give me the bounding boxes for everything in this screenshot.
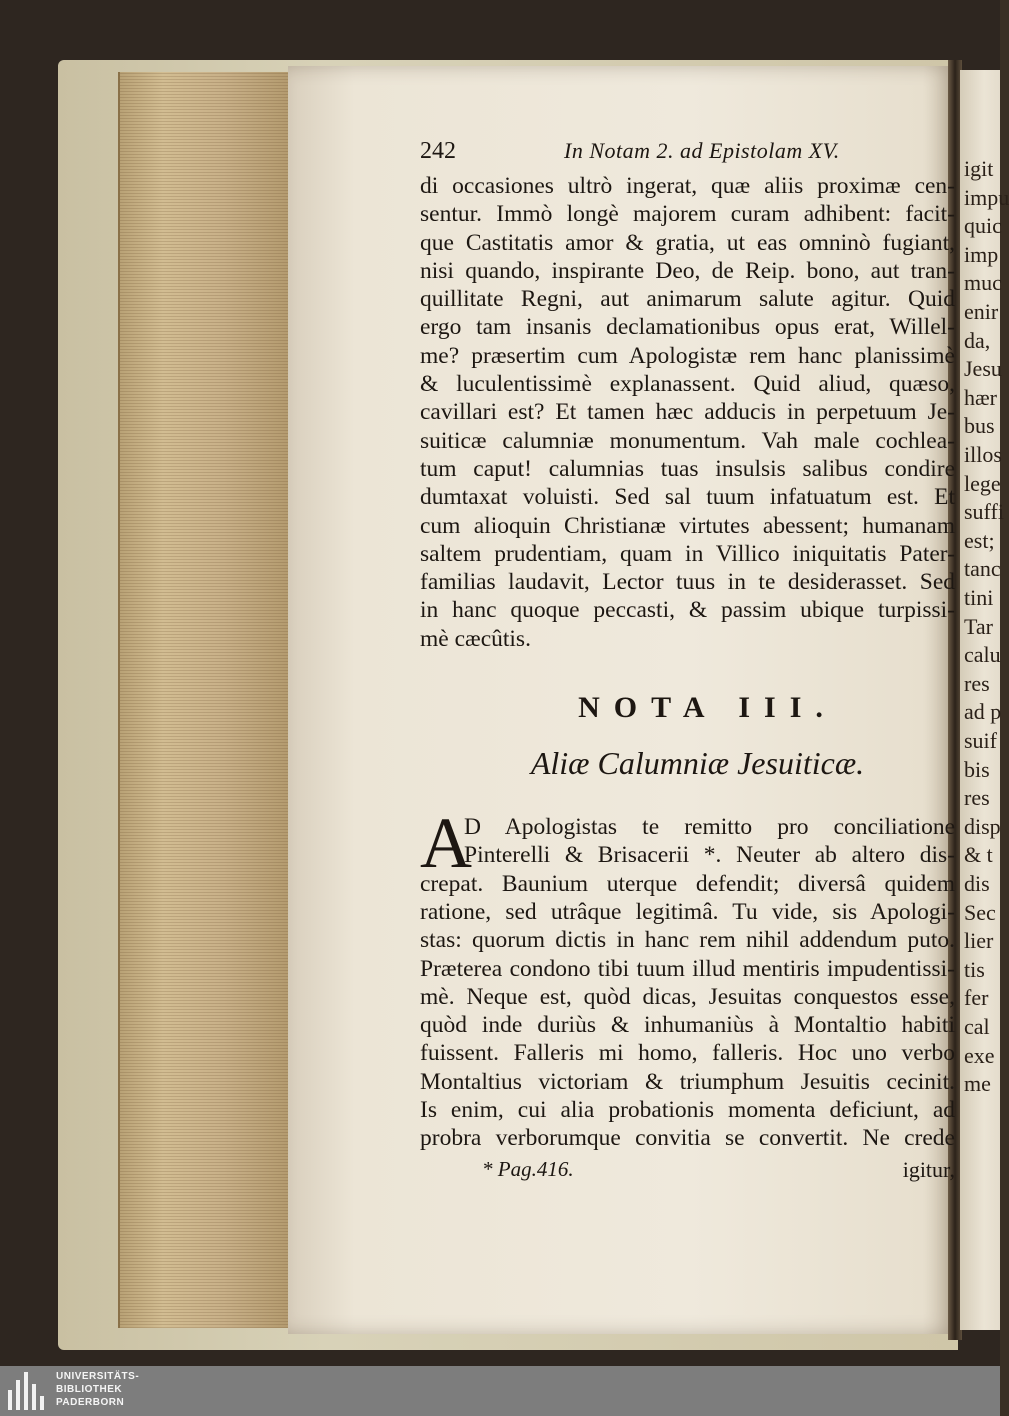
drop-cap: A [420, 803, 472, 884]
right-page-fragment: calu [964, 642, 1001, 668]
right-page-fragment: lege [964, 470, 1001, 496]
text-line: probra verborumque convitia se convertit. Ne crede [420, 1125, 955, 1152]
right-page-fragment: quic [964, 213, 1002, 239]
right-page-fragment: bus [964, 413, 995, 439]
text-line: Is enim, cui alia probationis momenta deficiunt, ad [420, 1097, 955, 1124]
page-text [420, 138, 955, 1187]
text-line: Præterea condono tibi tuum illud mentiris impudentissi- [420, 955, 955, 982]
library-name [56, 1370, 139, 1409]
library-name-line: PADERBORN [56, 1397, 125, 1408]
right-page-fragment: Tar [964, 613, 993, 639]
text-line: cum alioquin Christianæ virtutes abessent; humanam [420, 512, 955, 539]
text-line: di occasiones ultrò ingerat, quæ aliis proximæ cen- [420, 173, 955, 199]
text-line: suiticæ calumniæ monumentum. Vah male cochlea- [420, 427, 955, 454]
right-page-fragment: da, [964, 327, 991, 353]
library-logo-icon [8, 1372, 48, 1410]
section-subheading: Aliæ Calumniæ Jesuiticæ. [530, 745, 865, 782]
right-page-fragment: igit [964, 156, 994, 181]
text-line: mè cæcûtis. [420, 625, 531, 652]
catchword: igitur, [902, 1156, 955, 1182]
section-heading: NOTA III. [578, 691, 837, 725]
library-name-line: BIBLIOTHEK [56, 1384, 123, 1395]
footnote-row [420, 1157, 955, 1187]
right-page-fragment: impu [964, 184, 1009, 210]
footnote: * Pag.416. [482, 1156, 574, 1181]
library-footer [0, 1366, 1000, 1416]
right-page-fragment: exe [964, 1042, 995, 1068]
right-page-fragment: suif [964, 728, 997, 753]
page-number: 242 [420, 138, 456, 164]
text-line: quòd inde duriùs & inhumaniùs à Montaltio habiti [420, 1012, 955, 1039]
right-page-fragment: imp [964, 241, 999, 267]
right-page-fragment: enir [964, 299, 999, 324]
right-page-fragment: suffi [964, 499, 1004, 525]
right-page-fragment: tanc [964, 556, 1001, 582]
text-line: saltem prudentiam, quam in Villico iniquitatis Pater- [420, 540, 955, 567]
text-line: ratione, sed utrâque legitimâ. Tu vide, sis Apologi- [420, 898, 955, 925]
right-page-fragment: illos [964, 442, 1002, 467]
running-head [420, 138, 955, 172]
text-line: quillitate Regni, aut animarum salute agitur. Quid [420, 286, 955, 313]
right-page-fragment: res [964, 670, 990, 696]
right-page-fragment: res [964, 785, 990, 811]
right-page-fragment: me [964, 1071, 991, 1097]
paragraph-2 [420, 803, 955, 1153]
library-name-line: UNIVERSITÄTS- [56, 1371, 140, 1382]
text-line: Pinterelli & Brisacerii *. Neuter ab altero dis- [464, 842, 955, 869]
text-line: sentur. Immò longè majorem curam adhibent: facit- [420, 201, 955, 228]
right-page-fragment: fer [964, 985, 989, 1011]
text-line: mè. Neque est, quòd dicas, Jesuitas conquestos esse, [420, 983, 955, 1010]
right-page-fragment: Jesu [964, 356, 1002, 382]
text-line: Montaltius victoriam & triumphum Jesuitis cecinit. [420, 1068, 955, 1095]
text-line: fuissent. Falleris mi homo, falleris. Hoc uno verbo [420, 1040, 955, 1067]
right-page-fragment: Sec [964, 899, 996, 925]
right-page-fragment: tis [964, 956, 985, 982]
paragraph-1 [420, 172, 955, 653]
text-line: in hanc quoque peccasti, & passim ubique turpissi- [420, 597, 955, 624]
right-page-fragment: hær [964, 384, 997, 410]
text-line: crepat. Baunium uterque defendit; diversâ quidem [420, 870, 955, 897]
right-page-fragment: tini [964, 585, 994, 610]
right-page-fragment: muc [964, 270, 1002, 296]
right-page-fragment: cal [964, 1014, 990, 1039]
right-page-fragment: & t [964, 842, 993, 868]
right-page-fragment: est; [964, 527, 995, 553]
right-page-fragment: bis [964, 756, 990, 782]
text-line: cavillari est? Et tamen hæc adducis in perpetuum Je- [420, 399, 955, 426]
right-page-fragment: dis [964, 871, 990, 896]
text-line: dumtaxat voluisti. Sed sal tuum infatuatum est. Et [420, 484, 955, 511]
text-line: D Apologistas te remitto pro conciliatione [464, 814, 955, 841]
page-edges [118, 72, 292, 1328]
text-line: ergo tam insanis declamationibus opus erat, Willel- [420, 314, 955, 341]
right-page-edge [960, 70, 1009, 1330]
text-line: tum caput! calumnias tuas insulsis salibus condire [420, 455, 955, 482]
text-line: & luculentissimè explanassent. Quid aliud, quæso, [420, 371, 955, 398]
running-head-title: In Notam 2. ad Epistolam XV. [564, 138, 840, 163]
text-line: que Castitatis amor & gratia, ut eas omninò fugiant, [420, 229, 955, 256]
text-line: stas: quorum dictis in hanc rem nihil addendum puto. [420, 927, 955, 954]
text-line: nisi quando, inspirante Deo, de Reip. bono, aut tran- [420, 257, 955, 284]
right-page-fragment: lier [964, 928, 994, 954]
right-page-fragment: ad p [964, 699, 1002, 725]
text-line: familias laudavit, Lector tuus in te desiderasset. Sed [420, 569, 955, 596]
right-page-fragment: disp [964, 813, 1001, 839]
text-line: me? præsertim cum Apologistæ rem hanc planissimè [420, 342, 955, 369]
